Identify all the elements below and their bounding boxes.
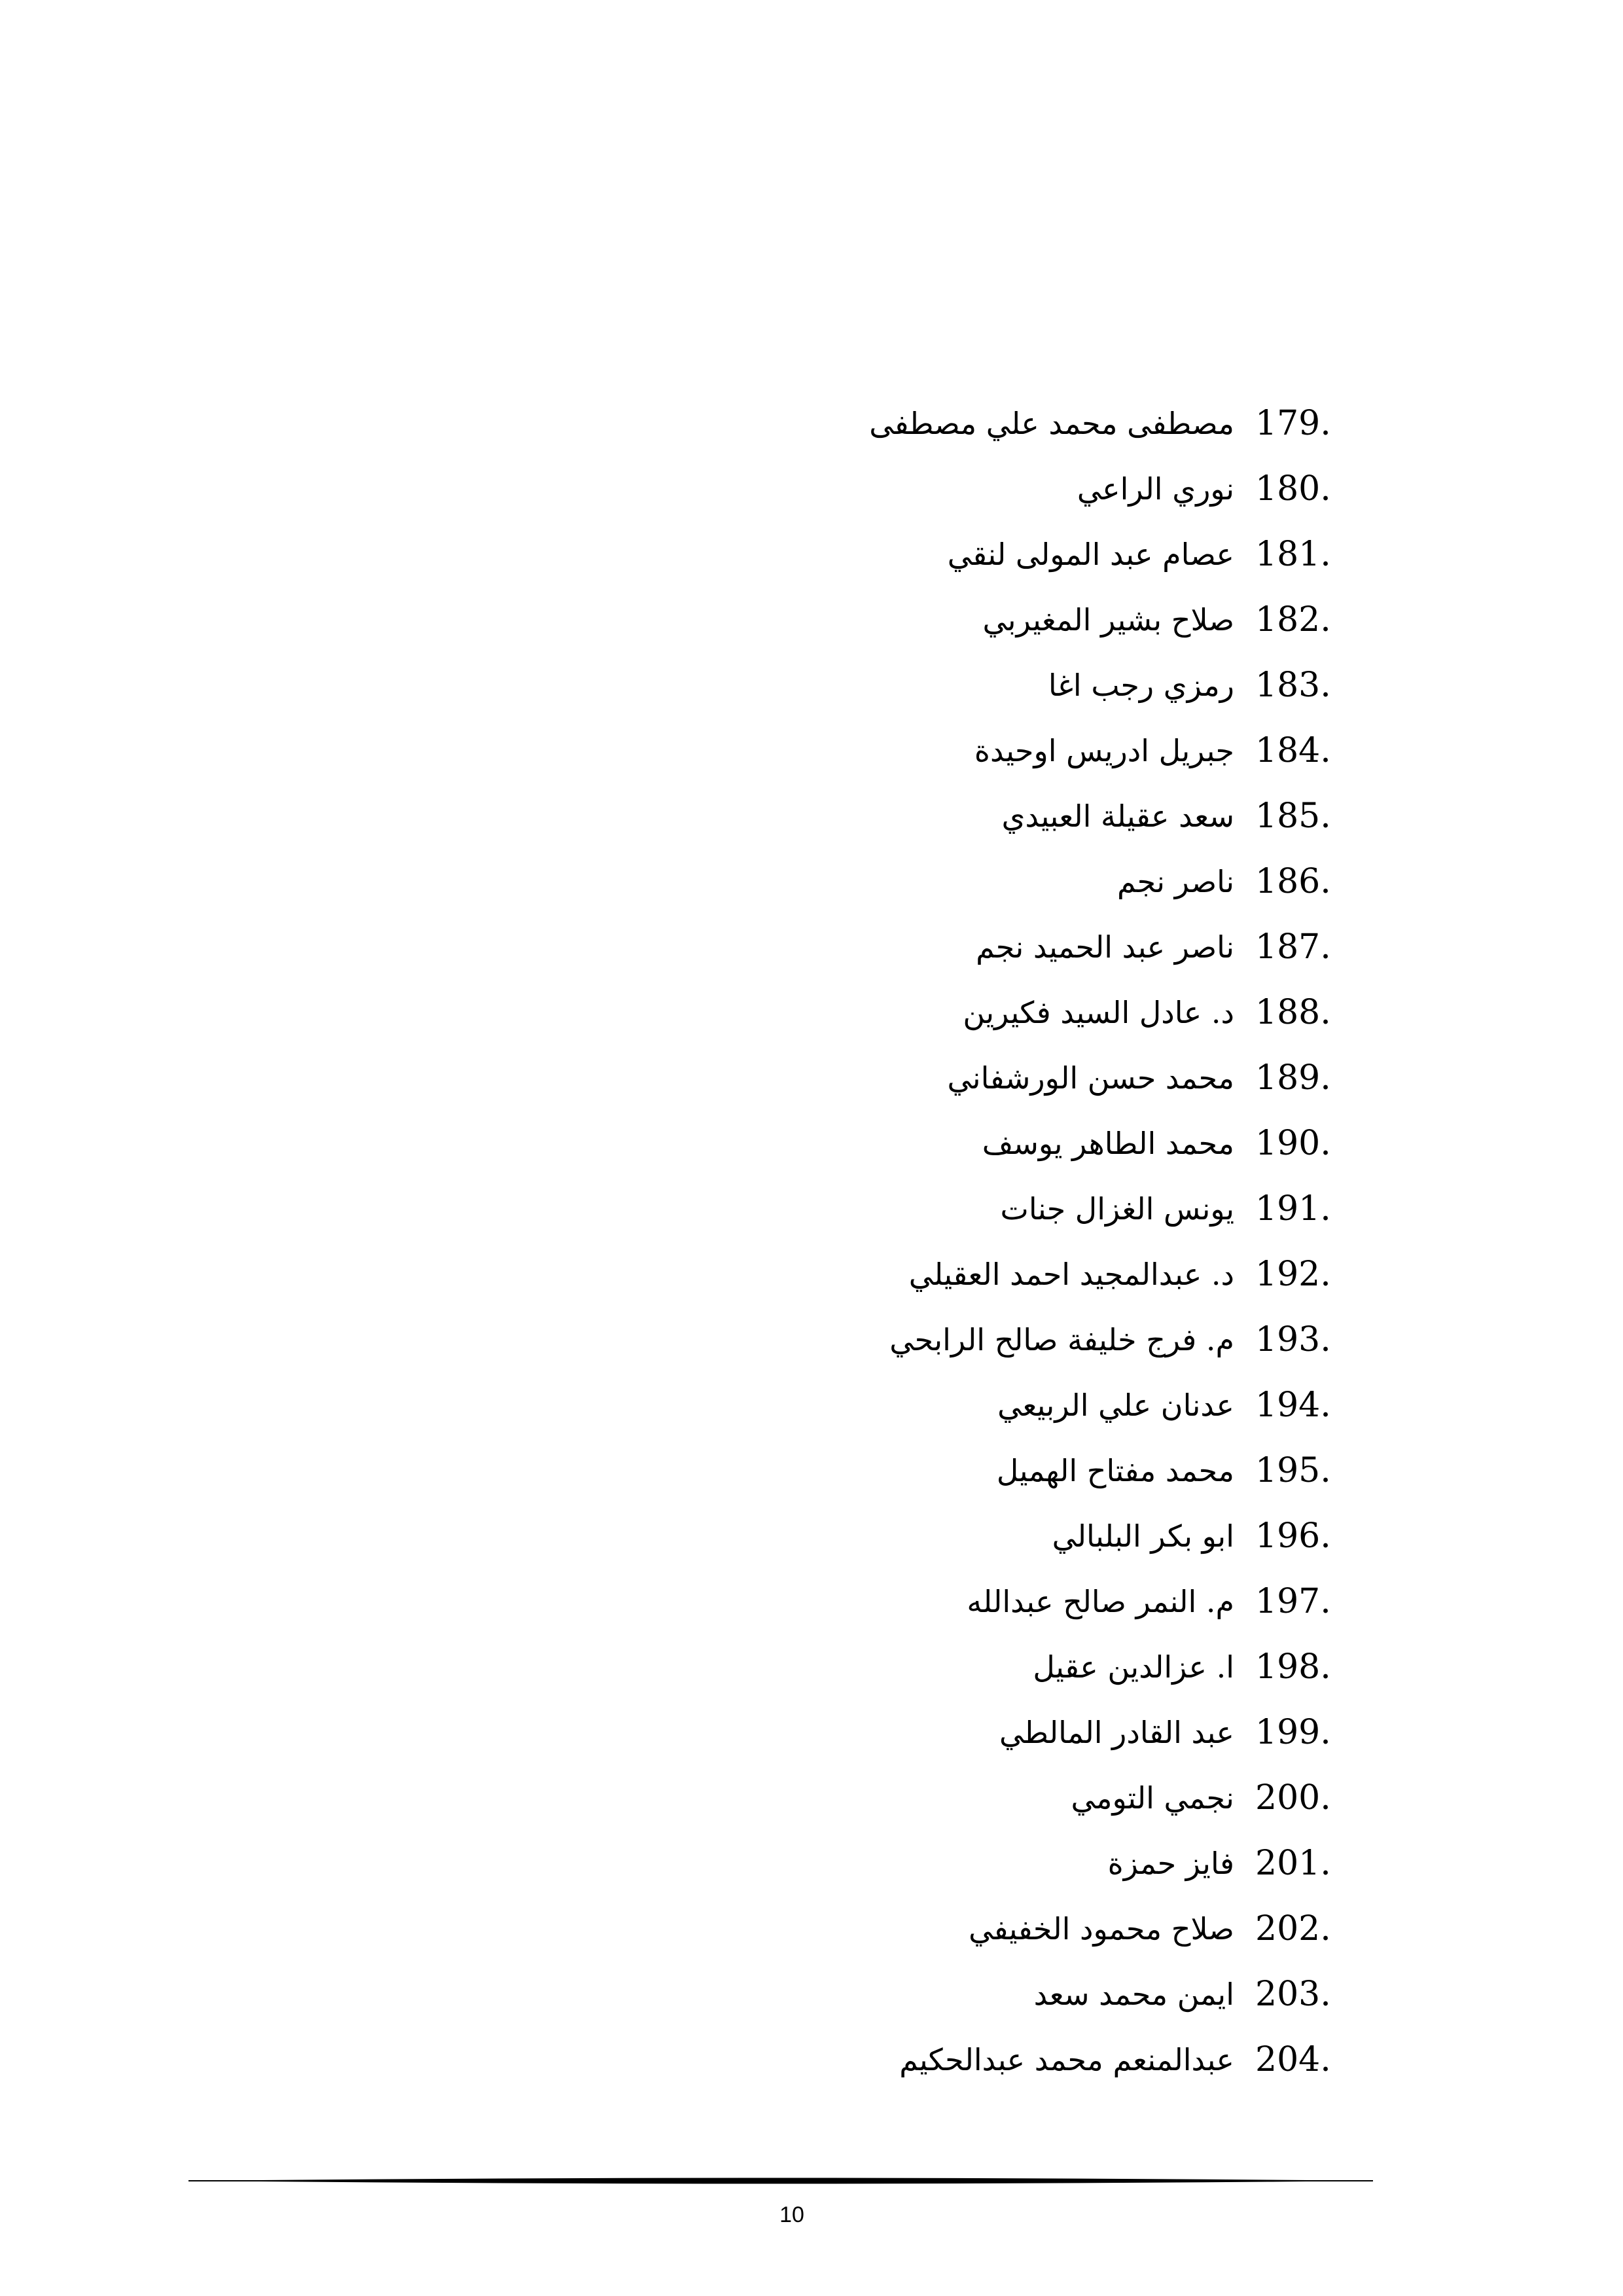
item-name: محمد مفتاح الهميل	[996, 1453, 1234, 1488]
item-name: صلاح محمود الخفيفي	[969, 1911, 1234, 1946]
item-name: ابو بكر البلبالي	[1052, 1518, 1234, 1554]
list-item	[246, 1962, 1359, 2027]
item-number: 203.	[1255, 1975, 1331, 2014]
item-number: 186.	[1255, 862, 1331, 901]
item-name: ناصر عبد الحميد نجم	[976, 929, 1234, 965]
list-item	[246, 1438, 1359, 1503]
item-number: 200.	[1255, 1778, 1331, 1818]
item-number: 194.	[1255, 1386, 1331, 1425]
item-name: يونس الغزال جنات	[1000, 1191, 1234, 1227]
item-number: 196.	[1255, 1516, 1331, 1556]
list-item	[246, 783, 1359, 849]
item-name: فايز حمزة	[1107, 1846, 1234, 1881]
list-item	[246, 1307, 1359, 1372]
item-name: م. فرج خليفة صالح الرابحي	[889, 1322, 1234, 1357]
item-number: 182.	[1255, 600, 1331, 639]
list-item	[246, 914, 1359, 980]
item-name: جبريل ادريس اوحيدة	[974, 733, 1234, 768]
list-item	[246, 1831, 1359, 1896]
item-number: 181.	[1255, 535, 1331, 574]
item-number: 202.	[1255, 1909, 1331, 1948]
item-name: د. عادل السيد فكيرين	[963, 995, 1234, 1030]
item-name: رمزي رجب اغا	[1048, 668, 1234, 703]
list-item	[246, 849, 1359, 914]
item-number: 198.	[1255, 1647, 1331, 1687]
names-list	[246, 391, 1359, 2092]
item-name: نوري الراعي	[1077, 471, 1234, 507]
list-item	[246, 1765, 1359, 1831]
page-number: 10	[779, 2202, 804, 2227]
item-name: عبدالمنعم محمد عبدالحكيم	[899, 2042, 1234, 2077]
list-item	[246, 1634, 1359, 1700]
item-name: د. عبدالمجيد احمد العقيلي	[908, 1257, 1234, 1292]
item-name: عبد القادر المالطي	[999, 1715, 1234, 1750]
list-item	[246, 587, 1359, 653]
list-item	[246, 653, 1359, 718]
list-item	[246, 1176, 1359, 1242]
item-name: محمد حسن الورشفاني	[947, 1060, 1234, 1096]
item-name: محمد الطاهر يوسف	[982, 1126, 1234, 1161]
item-number: 204.	[1255, 2040, 1331, 2079]
item-number: 193.	[1255, 1320, 1331, 1359]
list-item	[246, 1503, 1359, 1569]
item-name: ناصر نجم	[1117, 864, 1234, 899]
item-number: 187.	[1255, 927, 1331, 967]
item-number: 201.	[1255, 1844, 1331, 1883]
item-number: 179.	[1255, 404, 1331, 443]
item-number: 195.	[1255, 1451, 1331, 1490]
item-number: 189.	[1255, 1058, 1331, 1098]
list-item	[246, 1700, 1359, 1765]
list-item	[246, 456, 1359, 522]
list-item	[246, 718, 1359, 783]
item-number: 185.	[1255, 797, 1331, 836]
list-item	[246, 2027, 1359, 2092]
list-item	[246, 391, 1359, 456]
item-name: عصام عبد المولى لنقي	[947, 537, 1234, 572]
item-number: 192.	[1255, 1255, 1331, 1294]
item-number: 183.	[1255, 666, 1331, 705]
list-item	[246, 1111, 1359, 1176]
list-item	[246, 1896, 1359, 1962]
list-item	[246, 1242, 1359, 1307]
item-number: 191.	[1255, 1189, 1331, 1229]
list-item	[246, 980, 1359, 1045]
item-name: ا. عزالدين عقيل	[1033, 1649, 1234, 1685]
list-item	[246, 1372, 1359, 1438]
list-item	[246, 522, 1359, 587]
list-item	[246, 1045, 1359, 1111]
item-name: عدنان علي الربيعي	[997, 1388, 1234, 1423]
item-number: 199.	[1255, 1713, 1331, 1752]
item-number: 190.	[1255, 1124, 1331, 1163]
item-number: 180.	[1255, 469, 1331, 509]
list-item	[246, 1569, 1359, 1634]
item-number: 188.	[1255, 993, 1331, 1032]
footer-divider	[188, 2174, 1373, 2187]
item-number: 197.	[1255, 1582, 1331, 1621]
item-name: سعد عقيلة العبيدي	[1001, 798, 1234, 834]
item-name: مصطفى محمد علي مصطفى	[869, 406, 1234, 441]
item-name: ايمن محمد سعد	[1033, 1977, 1234, 2012]
item-name: صلاح بشير المغيربي	[982, 602, 1234, 637]
item-name: نجمي التومي	[1071, 1780, 1234, 1816]
item-number: 184.	[1255, 731, 1331, 770]
item-name: م. النمر صالح عبدالله	[967, 1584, 1234, 1619]
